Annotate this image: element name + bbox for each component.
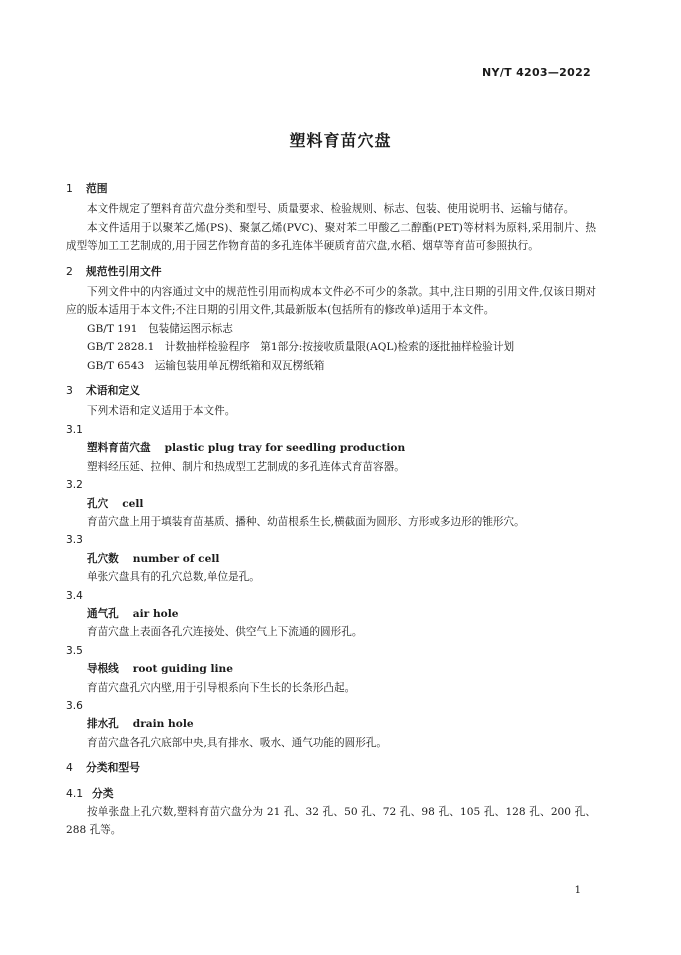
reference-code: GB/T 191 xyxy=(87,322,138,335)
section-title: 分类和型号 xyxy=(86,761,140,775)
term-zh: 通气孔 xyxy=(87,607,119,620)
term-en: plastic plug tray for seedling production xyxy=(164,442,406,455)
section-title: 术语和定义 xyxy=(86,384,140,398)
term-number: 3.3 xyxy=(66,534,83,547)
reference-item xyxy=(66,357,596,375)
term-number: 3.6 xyxy=(66,699,83,712)
reference-code: GB/T 2828.1 xyxy=(87,341,155,354)
reference-item xyxy=(66,320,596,338)
term-heading xyxy=(66,439,596,457)
term-number: 3.2 xyxy=(66,479,83,492)
paragraph: 下列文件中的内容通过文中的规范性引用而构成本文件必不可少的条款。其中,注日期的引用文件,仅该日期对应的版本适用于本文件;不注日期的引用文件,其最新版本(包括所有的修改单)适用于本文件。 xyxy=(66,286,596,317)
reference-name: 包装储运图示标志 xyxy=(148,322,233,335)
section-heading-normative-references xyxy=(66,263,596,281)
paragraph: 按单张盘上孔穴数,塑料育苗穴盘分为 21 孔、32 孔、50 孔、72 孔、98 孔、105 孔、128 孔、200 孔、288 孔等。 xyxy=(66,806,596,837)
term-en: root guiding line xyxy=(132,663,233,676)
term-en: drain hole xyxy=(132,718,194,731)
standard-code: NY/T 4203—2022 xyxy=(482,66,591,79)
section-title: 范围 xyxy=(86,182,108,195)
term-heading xyxy=(66,605,596,623)
term-definition: 育苗穴盘孔穴内壁,用于引导根系向下生长的长条形凸起。 xyxy=(87,681,356,694)
subsection-number: 4.1 xyxy=(66,786,84,800)
section-number: 1 xyxy=(66,182,73,195)
section-heading-scope xyxy=(66,180,596,198)
section-number: 2 xyxy=(66,264,73,278)
reference-name: 计数抽样检验程序 第1部分:按接收质量限(AQL)检索的逐批抽样检验计划 xyxy=(164,341,515,354)
term-zh: 孔穴数 xyxy=(87,552,119,565)
term-zh: 孔穴 xyxy=(87,497,109,510)
paragraph: 本文件规定了塑料育苗穴盘分类和型号、质量要求、检验规则、标志、包装、使用说明书、运输与储存。 xyxy=(87,203,575,216)
term-number: 3.1 xyxy=(66,423,83,436)
term-definition: 育苗穴盘各孔穴底部中央,具有排水、吸水、通气功能的圆形孔。 xyxy=(87,736,387,749)
section-heading-terms xyxy=(66,382,596,400)
section-number: 4 xyxy=(66,761,73,775)
paragraph: 本文件适用于以聚苯乙烯(PS)、聚氯乙烯(PVC)、聚对苯二甲酸乙二醇酯(PET)等材料为原料,采用制片、热成型等加工工艺制成的,用于园艺作物育苗的多孔连体半硬质育苗穴盘,水稻、烟草等育苗可参照执行。 xyxy=(66,221,596,253)
reference-code: GB/T 6543 xyxy=(87,359,145,372)
term-zh: 塑料育苗穴盘 xyxy=(87,442,151,455)
term-heading xyxy=(66,660,596,678)
paragraph: 下列术语和定义适用于本文件。 xyxy=(87,405,236,418)
term-definition: 育苗穴盘上用于填装育苗基质、播种、幼苗根系生长,横截面为圆形、方形或多边形的锥形穴。 xyxy=(87,515,525,528)
section-number: 3 xyxy=(66,384,73,398)
term-en: air hole xyxy=(132,607,179,620)
document-body xyxy=(66,180,596,840)
term-definition: 育苗穴盘上表面各孔穴连接处、供空气上下流通的圆形孔。 xyxy=(87,626,363,639)
subsection-heading xyxy=(66,785,596,803)
document-title: 塑料育苗穴盘 xyxy=(289,131,392,150)
term-definition: 塑料经压延、拉伸、制片和热成型工艺制成的多孔连体式育苗容器。 xyxy=(87,460,405,473)
page-number: 1 xyxy=(574,885,581,896)
term-en: number of cell xyxy=(132,552,220,565)
section-title: 规范性引用文件 xyxy=(86,264,162,278)
term-heading xyxy=(66,495,596,513)
section-heading-classification xyxy=(66,759,596,777)
reference-item xyxy=(66,338,596,356)
term-number: 3.4 xyxy=(66,589,83,602)
term-number: 3.5 xyxy=(66,644,83,657)
term-heading xyxy=(66,715,596,733)
term-heading xyxy=(66,550,596,568)
term-zh: 排水孔 xyxy=(87,718,119,731)
reference-name: 运输包装用单瓦楞纸箱和双瓦楞纸箱 xyxy=(154,359,325,372)
term-en: cell xyxy=(122,497,144,510)
term-definition: 单张穴盘具有的孔穴总数,单位是孔。 xyxy=(87,571,260,584)
subsection-title: 分类 xyxy=(92,786,114,800)
term-zh: 导根线 xyxy=(87,663,119,676)
